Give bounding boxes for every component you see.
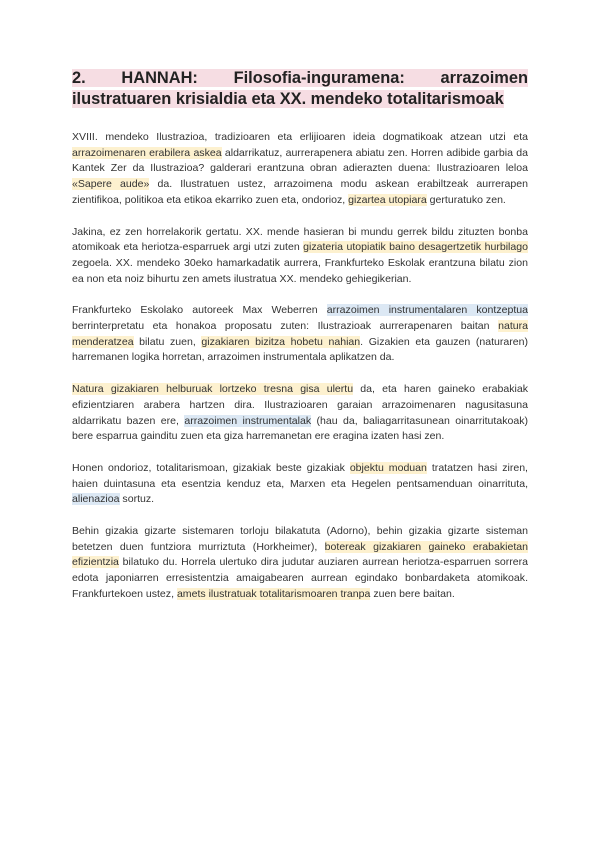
text-segment: bilatuko du. Horrela ulertuko dira judutar auziaren aurrean heriotza-esparruen sorrera edota japoniarren erresistentzia amaigabearen aurrean egindako bonbardaketa atomikoak. Frankfurtekoen ustez, [72, 556, 528, 600]
section-heading-text: 2. HANNAH: Filosofia-inguramena: arrazoimen ilustratuaren krisialdia eta XX. mendeko totalitarismoak [72, 69, 528, 108]
highlighted-phrase: natura menderatzea [72, 320, 528, 348]
highlighted-concept: alienazioa [72, 493, 120, 506]
text-segment: XVIII. mendeko Ilustrazioa, tradizioaren eta erlijioaren ideia dogmatikoak atzean utzi eta [72, 131, 528, 143]
section-heading [72, 68, 528, 110]
highlighted-phrase: Natura gizakiaren helburuak lortzeko tresna gisa ulertu [72, 383, 354, 396]
paragraph-4 [72, 382, 528, 445]
highlighted-phrase: gizartea utopiara [348, 193, 427, 206]
highlighted-phrase: objektu moduan [349, 461, 427, 474]
highlighted-concept: arrazoimen instrumentalaren kontzeptua [326, 304, 528, 317]
text-segment: tratatzen hasi ziren, haien duintasuna eta esentzia kenduz eta, Marxen eta Hegelen pentsamenduan oinarrituta, [72, 461, 528, 490]
text-segment: Behin gizakia gizarte sistemaren torloju bilakatuta (Adorno), behin gizakia gizarte sisteman betetzen duen funtziora murriztuta (Horkheimer), [72, 525, 528, 553]
text-segment: (hau da, baliagarritasunean oinarritutakoak) bere esparrua gainditu zuen eta giza harremanetan ere eragina izaten hasi zen. [72, 414, 528, 443]
text-segment: Jakina, ez zen horrelakorik gertatu. XX. mende hasieran bi mundu gerrek bildu zituzten bonba atomikoak eta heriotza-esparruek argi utzi zuten [72, 225, 528, 254]
text-segment: Honen ondorioz, totalitarismoan, gizakiak beste gizakiak [72, 461, 350, 474]
paragraph-3 [72, 303, 528, 366]
paragraph-2 [72, 225, 528, 288]
text-segment: zegoela. XX. mendeko 30eko hamarkadatik aurrera, Frankfurteko Eskolak erantzuna bilatu zion ea non eta noiz bihurtu zen amets ilustratua XX. mendeko gehiegikerian. [72, 256, 528, 285]
paragraph-6 [72, 524, 528, 603]
text-segment: Frankfurteko Eskolako autoreek Max Weberren [72, 304, 327, 317]
highlighted-phrase: gizakiaren bizitza hobetu nahian [201, 335, 361, 348]
highlighted-concept: arrazoimen instrumentalak [184, 414, 312, 427]
text-segment: zuen bere baitan. [370, 587, 455, 600]
highlighted-phrase: arrazoimenaren erabilera askea [72, 146, 222, 159]
text-segment: . Gizakien eta gauzen (naturaren) harremanen logika horretan, arrazoimen instrumentala aplikatzen da. [72, 335, 528, 364]
highlighted-phrase: botereak gizakiaren gaineko erabakietan efizientzia [72, 540, 528, 569]
highlighted-phrase: «Sapere aude» [72, 178, 150, 191]
text-segment: gerturatuko zen. [426, 193, 506, 206]
paragraph-5 [72, 461, 528, 508]
highlighted-phrase: amets ilustratuak totalitarismoaren tranpa [176, 587, 371, 600]
text-segment: da, eta haren gaineko erabakiak efizientziaren arabera hartzen dira. Ilustrazioaren garaian arrazoimenaren nagusitasuna aldarrikatu bazen ere, [72, 383, 528, 427]
paragraph-1 [72, 130, 528, 209]
text-segment: bilatu zuen, [133, 335, 202, 348]
text-segment: aldarrikatuz, aurrerapenera abiatu zen. Horren adibide garbia da Kantek Zer da Ilustrazioa? galderari erantzuna obran adierazten duena: Ilustrazioaren leloa [72, 146, 528, 175]
highlighted-phrase: gizateria utopiatik baino desagertzetik hurbilago [303, 241, 528, 254]
text-segment: da. Ilustratuen ustez, arrazoimena modu askean erabiltzeak aurrerapen zientifikoa, politikoa eta etikoa ekarriko zuen eta, ondorioz, [72, 178, 529, 206]
text-segment: sortuz. [119, 493, 155, 506]
text-segment: berrinterpretatu eta honakoa proposatu zuten: Ilustrazioak aurrerapenaren baitan [72, 320, 499, 333]
